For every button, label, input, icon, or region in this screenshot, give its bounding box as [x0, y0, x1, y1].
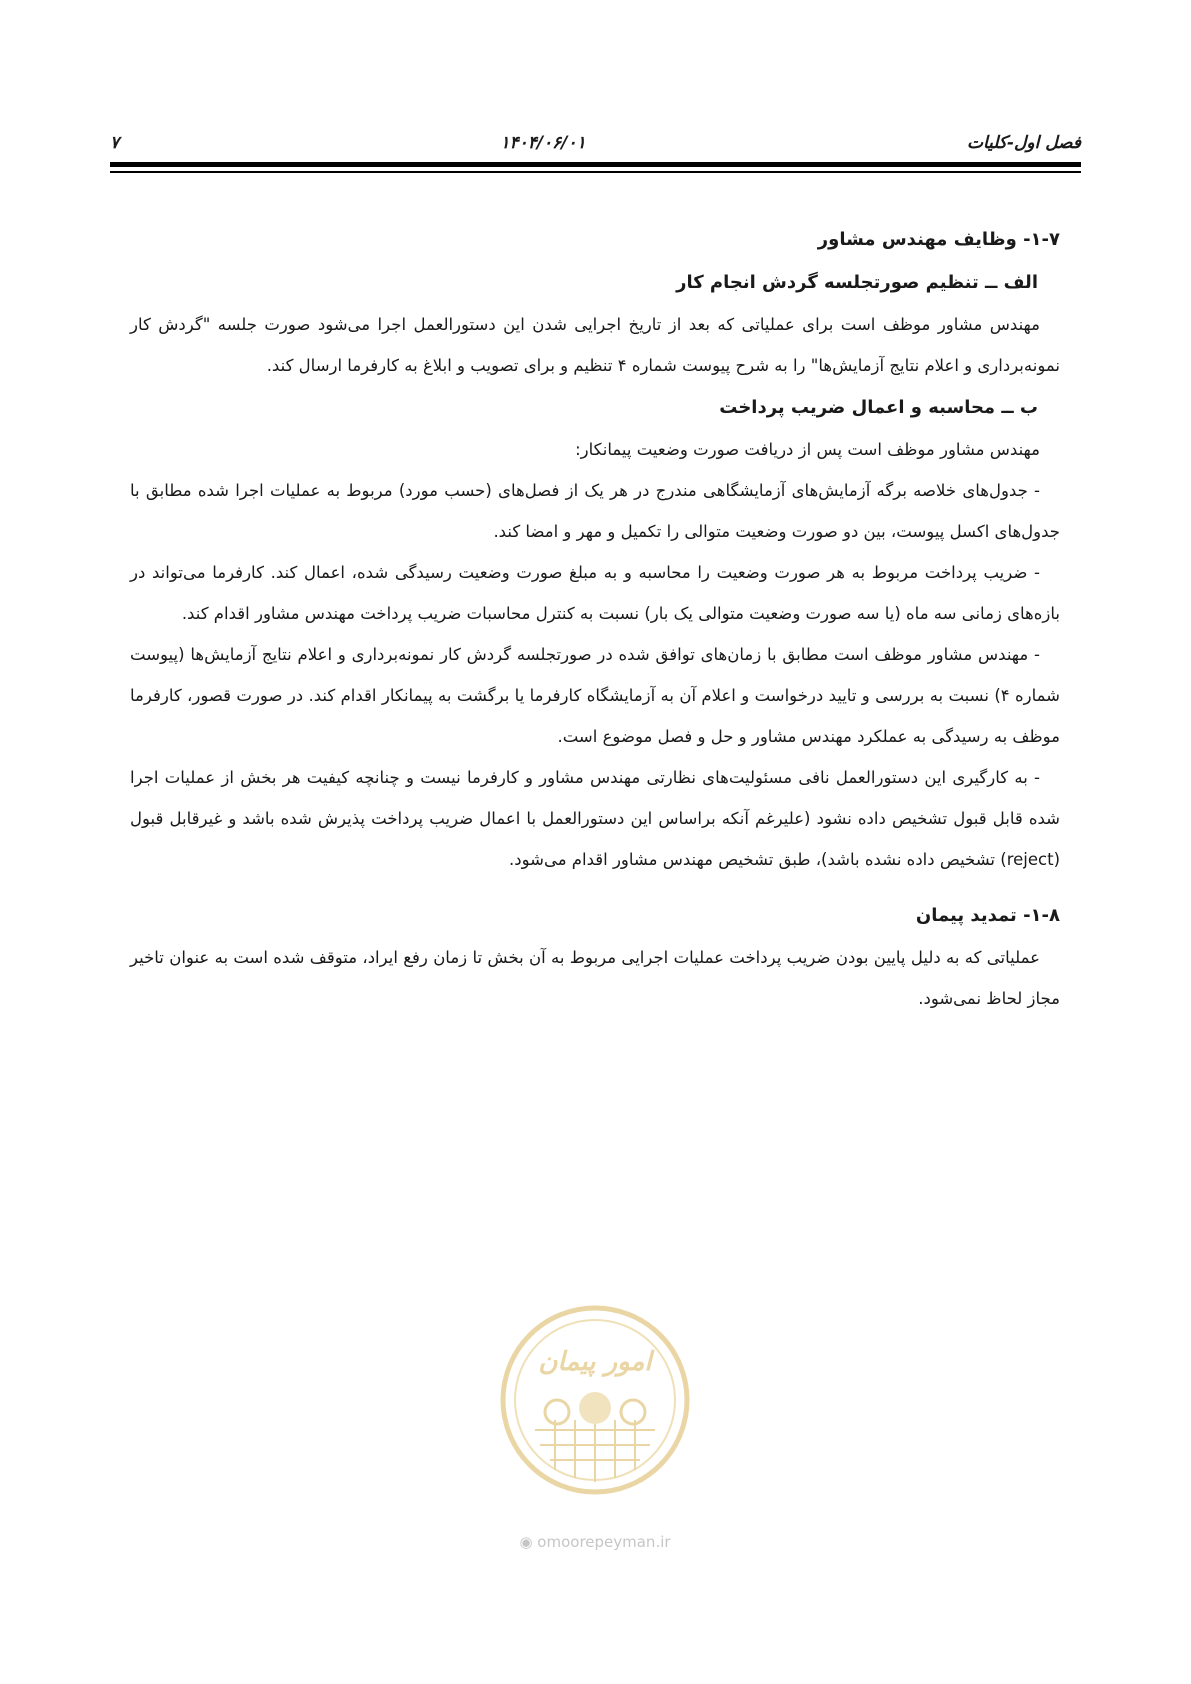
header-rule-thick — [110, 162, 1081, 167]
subsection-a-paragraph: مهندس مشاور موظف است برای عملیاتی که بعد از تاریخ اجرایی شدن این دستورالعمل اجرا می‌شود صورت جلسه "گردش کار نمونه‌برداری و اعلام نتایج آزمایش‌ها" را به شرح پیوست شماره ۴ تنظیم و برای تصویب و ابلاغ به کارفرما ارسال کند. — [130, 315, 1060, 375]
section-1-7-title: ۱-۷- وظایف مهندس مشاور — [817, 229, 1060, 250]
section-gap — [130, 880, 1060, 894]
section-1-8-title: ۱-۸- تمدید پیمان — [915, 905, 1060, 926]
subsection-b-item: - به کارگیری این دستورالعمل نافی مسئولیت‌های نظارتی مهندس مشاور و کارفرما نیست و چنانچه کیفیت هر بخش از عملیات اجرا شده قابل قبول تشخیص داده نشود (علیرغم آنکه براساس این دستورالعمل با اعمال ضریب پرداخت پذیرش شده باشد و غیرقابل قبول (reject) تشخیص داده نشده باشد)، طبق تشخیص مهندس مشاور اقدام می‌شود. — [130, 768, 1060, 869]
section-1-8-paragraph: عملیاتی که به دلیل پایین بودن ضریب پرداخت عملیات اجرایی مربوط به آن بخش تا زمان رفع ایراد، متوقف شده است به عنوان تاخیر مجاز لحاظ نمی‌شود. — [130, 948, 1060, 1008]
subsection-b-intro: مهندس مشاور موظف است پس از دریافت صورت وضعیت پیمانکار: — [575, 440, 1040, 459]
subsection-b-item: - جدول‌های خلاصه برگه آزمایش‌های آزمایشگاهی مندرج در هر یک از فصل‌های (حسب مورد) مربوط به عملیات اجرا شده مطابق با جدول‌های اکسل پیوست، بین دو صورت وضعیت متوالی را تکمیل و مهر و امضا کند. — [130, 481, 1060, 541]
page-header — [110, 128, 1081, 158]
header-date: ۱۴۰۴/۰۶/۰۱ — [500, 133, 586, 153]
header-chapter: فصل اول-کلیات — [966, 133, 1081, 153]
subsection-b-item: - ضریب پرداخت مربوط به هر صورت وضعیت را محاسبه و به مبلغ صورت وضعیت رسیدگی شده، اعمال کند. کارفرما می‌تواند در بازه‌های زمانی سه ماه (یا سه صورت وضعیت متوالی یک بار) نسبت به کنترل محاسبات ضریب پرداخت مهندس مشاور اقدام کند. — [130, 563, 1060, 623]
document-body — [130, 218, 1060, 1019]
globe-icon: ◉ — [519, 1533, 538, 1551]
watermark-logo-text: امور پیمان — [538, 1347, 652, 1377]
subsection-b-title: ب ــ محاسبه و اعمال ضریب پرداخت — [719, 397, 1038, 418]
subsection-b-item: - مهندس مشاور موظف است مطابق با زمان‌های توافق شده در صورتجلسه گردش کار نمونه‌برداری و اعلام نتایج آزمایش‌ها (پیوست شماره ۴) نسبت به بررسی و تایید درخواست و اعلام آن به آزمایشگاه کارفرما یا برگشت به پیمانکار اقدام کند. در صورت قصور، کارفرما موظف به رسیدگی به عملکرد مهندس مشاور و حل و فصل موضوع است. — [130, 645, 1060, 746]
subsection-a-title: الف ــ تنظیم صورتجلسه گردش انجام کار — [676, 272, 1038, 293]
header-rule-thin — [110, 171, 1081, 173]
watermark-logo-icon — [495, 1300, 695, 1500]
watermark-url: ◉ omoorepeyman.ir — [519, 1533, 671, 1551]
header-page-number: ۷ — [110, 133, 120, 153]
